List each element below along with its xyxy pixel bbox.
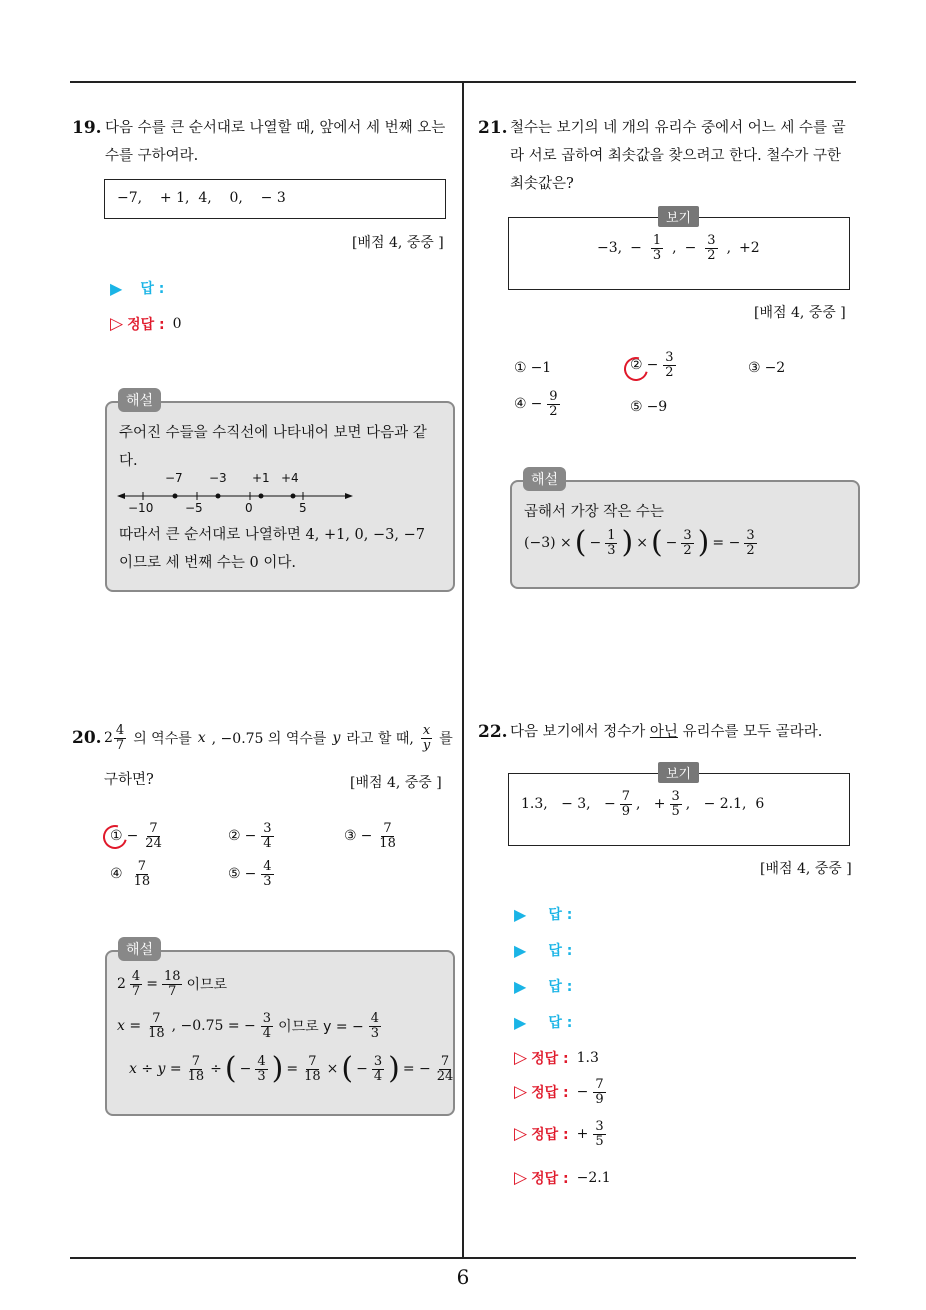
q22-bogi-box [508, 773, 850, 846]
q20-choice-3[interactable] [344, 822, 399, 850]
q19-text-line1: 다음 수를 큰 순서대로 나열할 때, 앞에서 세 번째 오는 [105, 120, 446, 136]
choice-mark: ④ [514, 396, 527, 413]
q20-sol-line1: 2 $\frac{4}{7}$ = $\frac{18}{7}$ 이므로 [117, 969, 228, 999]
q20-frac-x: x [422, 723, 431, 738]
choice-value: −2 [764, 360, 786, 376]
q22-answer-row-2 [514, 940, 572, 960]
q20-var-x: x [197, 730, 206, 747]
q21-choice-1[interactable] [514, 360, 551, 376]
q20-sol-l2-c: 이므로 y = − [278, 1019, 364, 1036]
q20-text-b: , −0.75 의 역수를 [211, 731, 327, 748]
choice-num: 7 [137, 859, 146, 874]
choice-mark: ② [228, 828, 241, 845]
q21-text-line3: 최솟값은? [510, 176, 574, 192]
q22-correct-row-3: ▷ 정답 : + $\frac{3}{5}$ [514, 1119, 604, 1149]
q19-sol-line3: 따라서 큰 순서대로 나열하면 4, +1, 0, −3, −7 [119, 527, 425, 543]
q21-bogi-a: −3, [597, 240, 623, 257]
column-divider [462, 83, 464, 1259]
choice-value: −1 [530, 360, 552, 376]
play-arrow-icon: ▶ [514, 904, 527, 924]
q19-solution-box [105, 401, 455, 592]
numline-label: −7 [165, 471, 183, 485]
q19-correct-label: 정답 : [127, 317, 165, 333]
q22-answer-label: 답 : [548, 979, 573, 995]
q22-answer-row-4 [514, 1012, 572, 1032]
q22-correct-4: −2.1 [576, 1170, 611, 1186]
q20-choice-2[interactable] [228, 822, 275, 850]
q21-bogi-c: − [684, 240, 697, 257]
q19-solution-tag: 해설 [118, 388, 161, 412]
play-arrow-icon: ▶ [514, 1012, 527, 1032]
choice-den: 4 [263, 835, 272, 851]
numline-label: −3 [209, 471, 227, 485]
choice-sign: − [360, 828, 373, 845]
q22-correct-row-2: ▷ 정답 : − $\frac{7}{9}$ [514, 1077, 604, 1107]
q20-choice-4[interactable] [110, 860, 153, 888]
q22-answer-label: 답 : [548, 943, 573, 959]
q19-sol-line1: 주어진 수들을 수직선에 나타내어 보면 다음과 같 [119, 425, 427, 441]
choice-num: 3 [263, 821, 272, 836]
q20-solution-box [105, 950, 455, 1116]
q22-correct-row-1 [514, 1048, 599, 1068]
q19-number: 19. [72, 118, 102, 138]
numline-label: +1 [252, 471, 270, 485]
choice-mark: ⑤ [630, 399, 643, 415]
q19-box-text: −7, + 1, 4, 0, − 3 [117, 190, 286, 206]
choice-mark: ⑤ [228, 866, 241, 883]
q20-sol-l1-text: 이므로 [186, 977, 228, 994]
outline-arrow-icon: ▷ [110, 314, 124, 334]
q20-frac-y: y [422, 737, 431, 753]
numline-label: 5 [299, 501, 307, 515]
q21-score: [배점 4, 중중 ] [754, 305, 846, 321]
q21-text-line1: 철수는 보기의 네 개의 유리수 중에서 어느 세 수를 골 [510, 120, 846, 136]
q21-choice-3[interactable] [748, 360, 785, 376]
numline-label: 0 [245, 501, 253, 515]
q21-choice-2[interactable]: ② − $\frac{3}{2}$ [630, 350, 674, 380]
q21-bogi-content: −3, − $\frac{1}{3}$ , − $\frac{3}{2}$ , +2 [597, 233, 760, 263]
q19-correct-row [110, 314, 182, 334]
outline-arrow-icon: ▷ [514, 1048, 528, 1068]
q19-answer-label: 답 : [140, 281, 165, 297]
q19-sol-line4: 이므로 세 번째 수는 0 이다. [119, 555, 296, 571]
choice-num: 7 [149, 821, 158, 836]
q22-bogi-tag: 보기 [658, 762, 699, 783]
play-arrow-icon: ▶ [514, 940, 527, 960]
q21-bogi-b: − [630, 240, 642, 257]
q21-sol-line2: (−3) × ( − $\frac{1}{3}$ ) × ( − $\frac{3}{2}$ ) = − $\frac{3}{2}$ [524, 525, 755, 560]
q19-correct-value: 0 [172, 316, 182, 332]
q20-mixed-den: 7 [115, 737, 125, 753]
q20-var-y: y [332, 730, 341, 747]
q22-bogi-content: 1.3, − 3, − $\frac{7}{9}$ , + $\frac{3}{5}$ , − 2.1, 6 [521, 789, 765, 819]
outline-arrow-icon: ▷ [514, 1082, 528, 1103]
q20-sol-l3-times: × [326, 1061, 339, 1077]
q19-solution-text [119, 419, 449, 475]
q20-text-c: 라고 할 때, [346, 731, 414, 748]
choice-value: − [530, 396, 543, 413]
choice-mark: ③ [344, 828, 357, 845]
q21-bogi-d: +2 [739, 240, 760, 257]
q19-numline-bottom-labels [117, 501, 357, 517]
choice-num: 4 [263, 859, 272, 874]
choice-mark: ① [110, 828, 123, 845]
q21-sol-l2-eq: = − [712, 535, 741, 551]
q22-correct-2-sign: − [576, 1084, 589, 1101]
q20-sol-l3-eq2: = − [402, 1061, 431, 1077]
choice-sign: − [244, 866, 257, 883]
q22-correct-1: 1.3 [576, 1050, 599, 1066]
q22-correct-label: 정답 : [531, 1127, 569, 1144]
q22-text [510, 718, 822, 746]
q20-sol-l2-b: , −0.75 = − [171, 1018, 256, 1035]
q20-solution-tag: 해설 [118, 937, 161, 961]
q19-text [105, 114, 460, 170]
q22-answer-row-1 [514, 904, 572, 924]
choice-mark: ④ [110, 866, 123, 883]
q19-text-line2: 수를 구하여라. [105, 148, 199, 164]
q20-score: [배점 4, 중중 ] [350, 775, 442, 791]
q22-correct-label: 정답 : [531, 1051, 569, 1067]
q20-sol-line3: x ÷ y = $\frac{7}{18}$ ÷ ( − $\frac{4}{3}$ ) = $\frac{7}{18}$ × ( − $\frac{3}{4}$ ) = − $\frac{7}{24}$ [129, 1051, 454, 1086]
numline-label: −10 [128, 501, 154, 515]
choice-mark: ③ [748, 360, 761, 376]
choice-den: 24 [145, 835, 162, 851]
q20-text-a: 의 역수를 [133, 731, 192, 748]
q19-sol-line2: 다. [119, 453, 138, 469]
q21-bogi-tag: 보기 [658, 206, 699, 227]
choice-den: 18 [379, 835, 396, 851]
choice-num: 7 [383, 821, 392, 836]
choice-value: −9 [646, 399, 668, 415]
choice-den: 18 [133, 873, 151, 889]
q21-text [510, 114, 862, 198]
choice-sign: − [126, 828, 139, 845]
play-arrow-icon: ▶ [514, 976, 527, 996]
choice-sign: − [244, 828, 257, 845]
q19-answer-row [110, 278, 164, 298]
q22-answer-label: 답 : [548, 907, 573, 923]
choice-mark: ① [514, 360, 527, 376]
choice-value: − [646, 357, 659, 374]
q22-text-underline: 아닌 [649, 724, 678, 740]
numline-label: −5 [185, 501, 203, 515]
q22-correct-row-4 [514, 1168, 611, 1188]
q21-number: 21. [478, 118, 508, 138]
q20-number: 20. [72, 728, 102, 748]
q22-answer-row-3 [514, 976, 572, 996]
q20-sol-l3-div: ÷ [210, 1061, 222, 1077]
q21-sol-l2-times: × [636, 535, 648, 551]
q19-score: [배점 4, 중중 ] [352, 235, 444, 251]
q22-text-b: 유리수를 모두 골라라. [682, 724, 823, 740]
q22-number: 22. [478, 722, 508, 742]
q22-score: [배점 4, 중중 ] [760, 861, 852, 877]
q21-choice-5[interactable] [630, 399, 667, 415]
q20-mixed-num: 4 [115, 723, 125, 738]
q20-sol-l3-eq: = [286, 1061, 299, 1077]
q21-sol-l2-a: (−3) × [524, 535, 572, 551]
q22-answer-label: 답 : [548, 1015, 573, 1031]
q20-sol-l3-a: x ÷ y = [129, 1061, 182, 1077]
q20-text-line1 [104, 724, 453, 752]
q22-text-a: 다음 보기에서 정수가 [510, 724, 646, 740]
bottom-rule [70, 1257, 856, 1259]
q20-text-d: 를 [439, 731, 453, 748]
numline-label: +4 [281, 471, 299, 485]
q21-solution-box [510, 480, 860, 589]
q22-correct-label: 정답 : [531, 1085, 569, 1102]
q22-bogi-c: , − 2.1, 6 [685, 796, 765, 813]
q19-solution-conclusion [119, 521, 449, 577]
q20-sol-line2: x = $\frac{7}{18}$ , −0.75 = − $\frac{3}{4}$ 이므로 y = − $\frac{4}{3}$ [117, 1011, 380, 1041]
choice-mark: ② [630, 357, 643, 374]
q22-bogi-b: , + [635, 796, 666, 813]
q21-solution-tag: 해설 [523, 467, 566, 491]
q20-mixed-whole: 2 [104, 730, 113, 747]
q20-text-line2: 구하면? [104, 772, 154, 788]
q20-sol-l2-a: x = [117, 1018, 142, 1035]
choice-den: 3 [263, 873, 272, 889]
outline-arrow-icon: ▷ [514, 1124, 528, 1145]
outline-arrow-icon: ▷ [514, 1168, 528, 1188]
q22-bogi-a: 1.3, − 3, − [521, 796, 616, 813]
q21-choice-4[interactable]: ④ − $\frac{9}{2}$ [514, 389, 558, 419]
q22-correct-label: 정답 : [531, 1171, 569, 1187]
q20-choice-5[interactable] [228, 860, 275, 888]
q21-bogi-box [508, 217, 850, 290]
q22-correct-3-sign: + [576, 1126, 589, 1143]
play-arrow-icon: ▶ [110, 278, 123, 298]
q21-sol-line1: 곱해서 가장 작은 수는 [524, 504, 664, 520]
page-number: 6 [456, 1265, 470, 1289]
q21-text-line2: 라 서로 곱하여 최솟값을 찾으려고 한다. 철수가 구한 [510, 148, 842, 164]
q19-number-box [104, 179, 446, 219]
